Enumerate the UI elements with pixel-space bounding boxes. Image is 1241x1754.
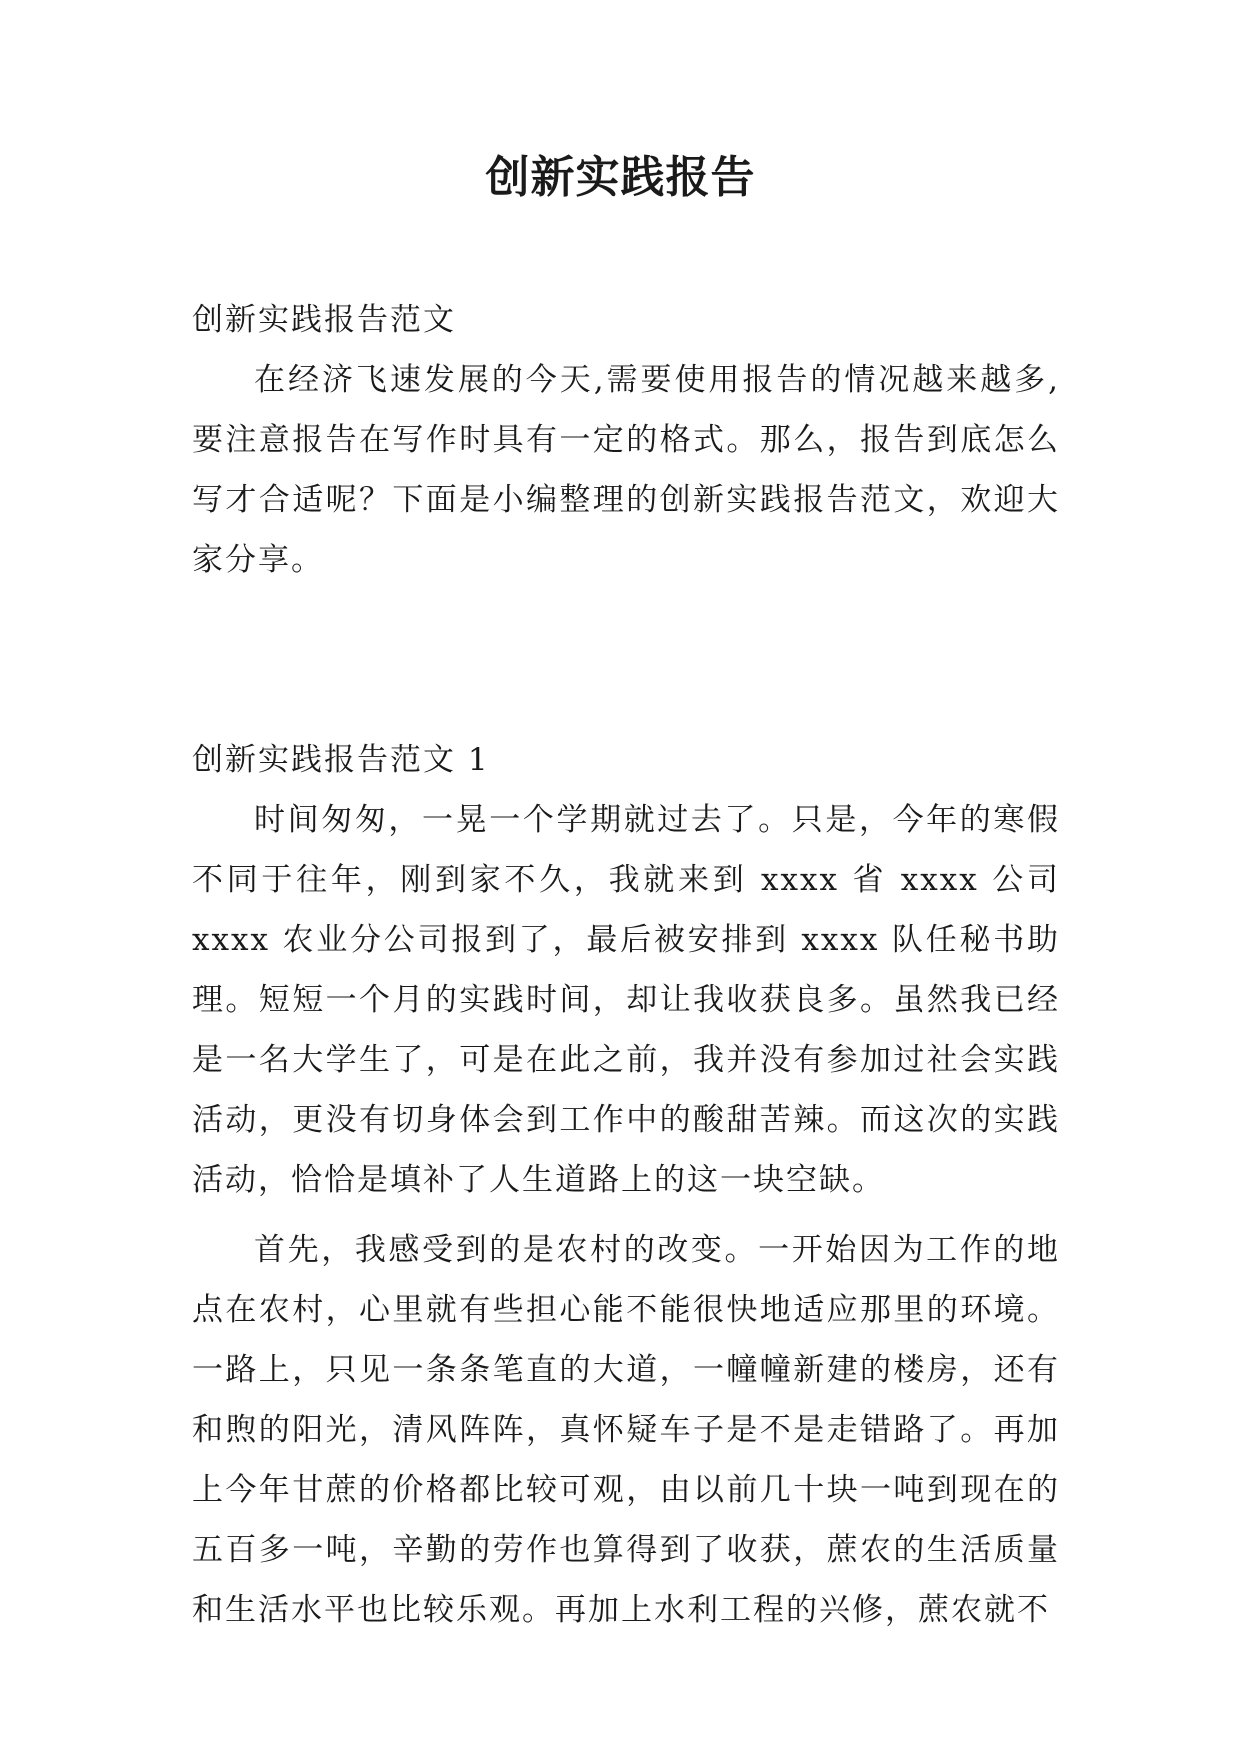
document-title: 创新实践报告 [485,152,756,203]
body-paragraph-1: 时间匆匆，一晃一个学期就过去了。只是，今年的寒假不同于往年，刚到家不久，我就来到 xxxx 省 xxxx 公司 xxxx 农业分公司报到了，最后被安排到 xxxx 队任秘书助理。短短一个月的实践时间，却让我收获良多。虽然我已经是一名大学生了，可是在此之前，我并没有参加过社会实践活动，更没有切身体会到工作中的酸甜苦辣。而这次的实践活动，恰恰是填补了人生道路上的这一块空缺。 [192,802,1060,1198]
section-spacer [192,590,1060,730]
body-paragraph-2: 首先，我感受到的是农村的改变。一开始因为工作的地点在农村，心里就有些担心能不能很快地适应那里的环境。一路上，只见一条条笔直的大道，一幢幢新建的楼房，还有和煦的阳光，清风阵阵，真怀疑车子是不是走错路了。再加上今年甘蔗的价格都比较可观，由以前几十块一吨到现在的五百多一吨，辛勤的劳作也算得到了收获，蔗农的生活质量和生活水平也比较乐观。再加上水利工程的兴修，蔗农就不 [192,1232,1060,1628]
intro-heading: 创新实践报告范文 [192,302,456,338]
section-heading: 创新实践报告范文 1 [192,742,490,778]
intro-paragraph: 在经济飞速发展的今天,需要使用报告的情况越来越多,要注意报告在写作时具有一定的格式。那么，报告到底怎么写才合适呢？下面是小编整理的创新实践报告范文，欢迎大家分享。 [192,362,1060,578]
document-body [192,290,1060,1640]
